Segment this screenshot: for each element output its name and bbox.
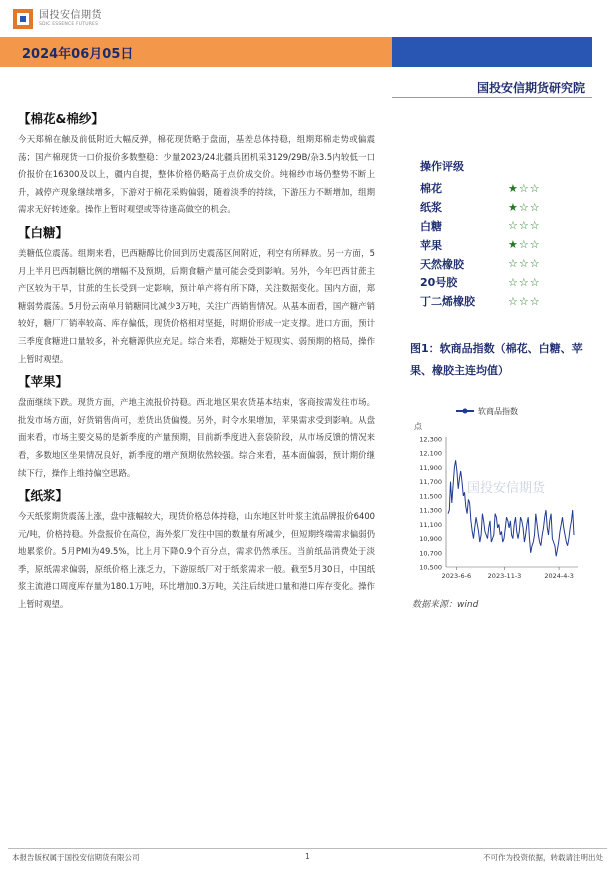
logo-mark-icon: [12, 8, 34, 30]
y-tick-label: 10,900: [419, 535, 442, 544]
y-tick-label: 11,700: [419, 478, 442, 487]
rating-row: [420, 217, 580, 236]
section-paragraph: 今天纸浆期货震荡上涨，盘中涨幅较大，现货价格总体持稳，山东地区针叶浆主流品牌报价6400元/吨，价格持稳。外盘报价在高位，海外浆厂发往中国的数量有所减少，但短期终端需求偏弱仍地累浆价。5月PMI为49.5%，比上月下降0.9个百分点，需求仍然承压。当前纸品消费处于淡季，原纸需求偏弱，原纸价格上涨乏力，下游原纸厂对于纸浆需求一般。截至5月30日，中国纸浆主流港口周度库存量为180.1万吨，环比增加0.3万吨，关注后续进口量和港口库存变化。操作上暂时观望。: [18, 511, 375, 610]
series-line-soft-commodity-index: [448, 460, 574, 556]
star-rating-icon: ★☆☆: [508, 181, 541, 195]
rating-row: [420, 254, 580, 273]
footer-disclaimer: 不可作为投资依据，转载请注明出处: [483, 853, 603, 862]
star-rating-icon: ☆☆☆: [508, 294, 541, 308]
x-axis: [442, 567, 574, 580]
rating-commodity: 天然橡胶: [420, 257, 464, 271]
star-rating-icon: ☆☆☆: [508, 257, 541, 271]
star-rating-icon: ☆☆☆: [508, 219, 541, 233]
section-title: 【苹果】: [18, 374, 69, 390]
rating-commodity: 白糖: [420, 219, 442, 233]
star-rating-icon: ★☆☆: [508, 200, 541, 214]
section-title: 【纸浆】: [18, 488, 69, 504]
section-apple: [18, 372, 375, 482]
star-rating-icon: ☆☆☆: [508, 275, 541, 289]
section-sugar: [18, 223, 375, 368]
header-divider: [392, 97, 592, 98]
section-paragraph: 今天郑棉在触及前低附近大幅反弹，棉花现货略于盘面，基差总体持稳，组期郑棉走势或偏震荡；国产棉现货一口价报价多数整稳：少量2023/24北疆兵团机采3129/29B/杂3.5内较低一口价报价在16300及以上，疆内自提，整体价格仍略高于点价成交价。纯棉纱市场仍整势不断上升，减停产现象继续增多，下游对于棉花采购偏弱，随着淡季的持续，下游压力不断增加，组期需求无好转迹象。操作上暂时观望或等待逢高做空的机会。: [18, 134, 375, 215]
section-cotton: [18, 109, 375, 219]
footer-copyright: 本报告版权属于国投安信期货有限公司: [12, 853, 140, 862]
y-tick-label: 10,500: [419, 563, 442, 572]
report-type: 日报: [551, 50, 585, 70]
y-tick-label: 11,900: [419, 463, 442, 472]
logo-name-cn: 国投安信期货: [39, 9, 102, 21]
y-tick-label: 11,300: [419, 506, 442, 515]
section-paragraph: 美糖低位震荡。组期来看，巴西糖醇比价回到历史震荡区间附近，利空有所释放。另一方面，5月上半月巴西制糖比例的增幅不及预期，后期食糖产量可能会受到影响。另外，今年巴西甘蔗主产区较为干旱，甘蔗的生长受到一定影响，预计单产将有所下降，关注数据变化。国内方面，郑糖弱势震荡。5月份云南单月销糖同比减少3万吨，关注广西销售情况。从基本面看，国产糖产销较好，糖厂厂销率较高、库存偏低，现货价格相对坚挺，时期价形成一定支撑。进口方面，预计三季度食糖进口量较多，补充糖源供应充足。综合来看，郑糖处于短现实、弱预期的格局，操作上暂时观望。: [18, 247, 375, 364]
ratings-heading: 操作评级: [420, 160, 464, 173]
legend-label: 软商品指数: [478, 407, 518, 416]
commentary-column: [18, 105, 375, 617]
section-title: 【白糖】: [18, 224, 69, 240]
institute-name: 国投安信期货研究院: [476, 81, 585, 95]
rating-commodity: 丁二烯橡胶: [420, 295, 475, 309]
rating-commodity: 纸浆: [420, 201, 442, 215]
rating-row: [420, 179, 580, 198]
y-tick-label: 12,100: [419, 449, 442, 458]
y-axis-unit: 点: [414, 422, 422, 431]
data-source: 数据来源：wind: [412, 600, 479, 610]
section-title: 【棉花&棉纱】: [18, 111, 104, 126]
section-paragraph: 盘面继续下跌。现货方面，产地主流报价持稳。西北地区果农货基本结束，客商按需发往市场。批发市场方面，好货销售尚可，差货出货偏慢。另外，时令水果增加，苹果需求受到影响。从盘面来看，市场主要交易的是新季度的产量预期，目前新季度进入套袋阶段，从市场反馈的情况来看，多数地区坐果情况良好，新季度的增产预期依然较强。综合来看，基本面偏弱，预计期价继续下行，操作上维持偏空思路。: [18, 397, 375, 478]
y-tick-label: 12,300: [419, 435, 442, 444]
rating-row: [420, 235, 580, 254]
chart-watermark: 国投安信期货: [466, 481, 546, 496]
y-tick-label: 11,100: [419, 520, 442, 529]
y-axis: [419, 436, 442, 572]
ratings-panel: [420, 158, 580, 311]
company-logo: [12, 8, 102, 30]
report-date: 2024年06月05日: [22, 47, 134, 62]
x-tick-label: 2023-11-3: [487, 572, 522, 580]
soft-commodity-index-chart: [408, 397, 588, 587]
y-tick-label: 11,500: [419, 492, 442, 501]
x-tick-label: 2023-6-6: [441, 572, 472, 580]
rating-row: [420, 273, 580, 292]
section-pulp: [18, 486, 375, 614]
y-tick-label: 10,700: [419, 549, 442, 558]
rating-row: [420, 198, 580, 217]
rating-commodity: 棉花: [420, 182, 442, 196]
page-number: 1: [305, 852, 310, 861]
figure-title: 图1：软商品指数（棉花、白糖、苹果、橡胶主连均值）: [410, 342, 583, 377]
logo-name-en: SDIC ESSENCE FUTURES: [39, 21, 99, 27]
x-tick-label: 2024-4-3: [544, 572, 574, 580]
rating-commodity: 苹果: [420, 238, 442, 252]
rating-commodity: 20号胶: [420, 276, 458, 290]
chart-legend: [456, 406, 518, 416]
rating-row: [420, 292, 580, 311]
legend-marker-icon: [463, 409, 468, 414]
star-rating-icon: ★☆☆: [508, 238, 541, 252]
footer-divider: [8, 848, 607, 849]
